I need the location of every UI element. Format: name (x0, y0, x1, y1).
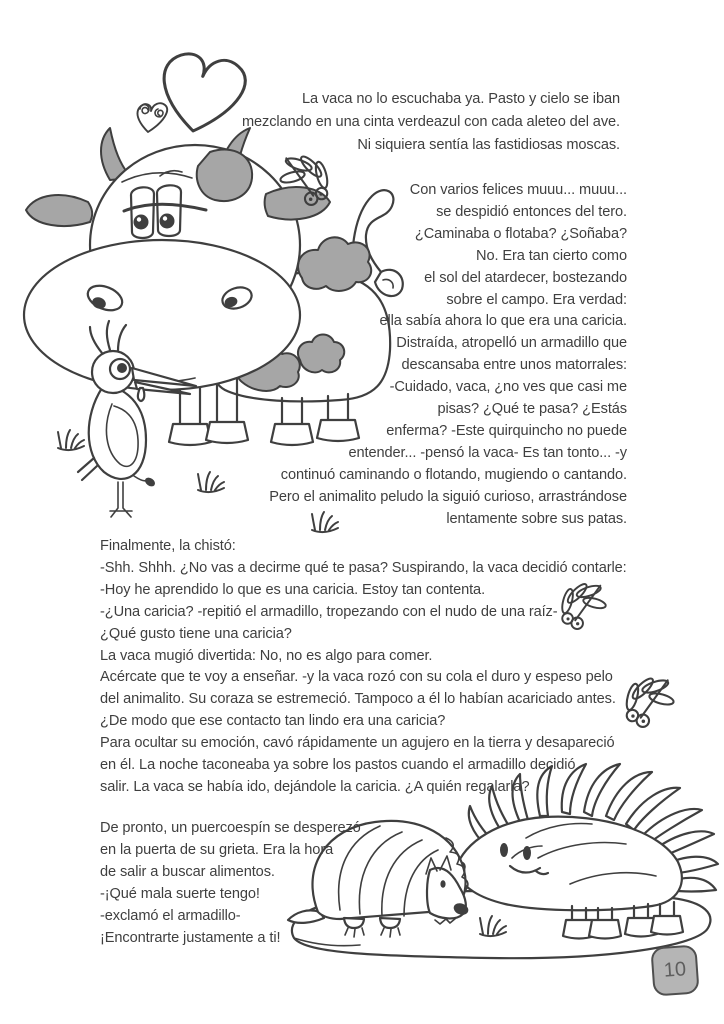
text-line: ¿Caminaba o flotaba? ¿Soñaba? (414, 225, 627, 242)
text-line: el sol del atardecer, bostezando (424, 269, 627, 286)
text-line: No. Era tan cierto como (476, 247, 627, 264)
text-line: ¡Encontrarte justamente a ti! (100, 929, 281, 946)
text-line: en la puerta de su grieta. Era la hora (100, 841, 334, 858)
text-line: -¡Qué mala suerte tengo! (100, 885, 260, 902)
text-line: Pero el animalito peludo la siguió curioso, arrastrándose (269, 488, 627, 505)
text-line: sobre el campo. Era verdad: (446, 291, 627, 308)
text-line: del animalito. Su coraza se estremeció. Tampoco a él lo habían acariciado antes. (100, 691, 616, 708)
text-line: Ni siquiera sentía las fastidiosas moscas. (357, 137, 620, 153)
text-line: Acércate que te voy a enseñar. -y la vaca rozó con su cola el duro y espeso pelo (100, 669, 613, 686)
text-line: De pronto, un puercoespín se desperezó (100, 820, 361, 836)
text-line: -Cuidado, vaca, ¿no ves que casi me (389, 379, 627, 396)
text-line: de salir a buscar alimentos. (100, 863, 275, 880)
text-line: lentamente sobre sus patas. (446, 510, 627, 527)
small-heart-icon (137, 103, 167, 132)
text-line: Con varios felices muuu... muuu... (409, 182, 627, 198)
text-line: Para ocultar su emoción, cavó rápidamente un agujero en la tierra y desapareció (100, 735, 615, 752)
text-line: pisas? ¿Qué te pasa? ¿Estás (437, 401, 627, 418)
text-line: -Shh. Shhh. ¿No vas a decirme qué te pasa? Suspirando, la vaca decidió contarle: (100, 559, 627, 576)
paragraph-1 (242, 88, 620, 157)
text-line: La vaca mugió divertida: No, no es algo para comer. (100, 647, 433, 664)
text-line: -¿Una caricia? -repitió el armadillo, tropezando con el nudo de una raíz- (100, 603, 558, 620)
paragraph-3 (100, 536, 627, 799)
text-line: enferma? -Este quirquincho no puede (386, 422, 627, 439)
text-line: mezclando en una cinta verdeazul con cada aleteo del ave. (241, 114, 620, 130)
paragraph-4 (100, 818, 361, 949)
text-line: Distraída, atropelló un armadillo que (396, 335, 627, 352)
text-line: Finalmente, la chistó: (100, 538, 236, 554)
text-line: descansaba entre unos matorrales: (401, 357, 627, 374)
paragraph-2 (269, 180, 627, 531)
text-line: -exclamó el armadillo- (100, 907, 241, 924)
text-line: salir. La vaca se había ido, dejándole la caricia. ¿A quién regalarla? (100, 778, 530, 795)
text-line: ella sabía ahora lo que era una caricia. (379, 313, 627, 330)
page-number: 10 (663, 958, 687, 982)
text-line: ¿De modo que ese contacto tan lindo era una caricia? (100, 713, 446, 730)
text-line: se despidió entonces del tero. (436, 203, 627, 220)
text-line: La vaca no lo escuchaba ya. Pasto y cielo se iban (302, 91, 620, 107)
text-line: -Hoy he aprendido lo que es una caricia. Estoy tan contenta. (100, 581, 486, 598)
text-line: entender... -pensó la vaca- Es tan tonto... -y (348, 444, 627, 461)
heart-icon (156, 50, 249, 138)
dragonfly-icon (620, 672, 676, 728)
page-number-badge (650, 944, 699, 996)
text-line: en él. La noche taconeaba ya sobre los pastos cuando el armadillo decidió (100, 757, 576, 774)
text-line: continuó caminando o flotando, mugiendo o cantando. (280, 466, 627, 483)
grass-icon (480, 916, 506, 936)
text-line: ¿Qué gusto tiene una caricia? (100, 625, 292, 642)
